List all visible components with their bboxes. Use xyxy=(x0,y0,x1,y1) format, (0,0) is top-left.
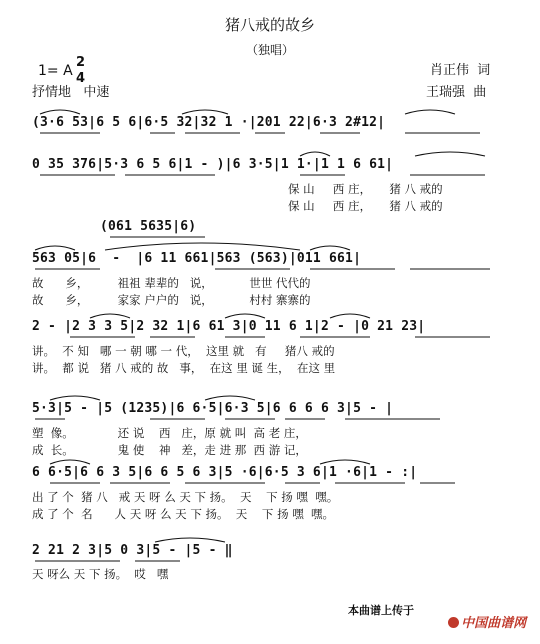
key-signature: 1= A xyxy=(38,63,73,79)
score-row-4: 2 - |2 3 3 5|2 32 1|6 61 3|0 11 6 1|2 - |0 21 23| xyxy=(32,319,426,334)
slur-mark xyxy=(35,246,75,250)
slur-mark xyxy=(405,110,455,114)
slur-mark xyxy=(300,152,330,156)
slur-mark xyxy=(205,396,255,400)
lyricist-credit: 肖正伟 词 xyxy=(430,63,491,78)
slur-mark xyxy=(415,152,485,156)
score-row-1: (3·6 53|6 5 6|6·5 32|32 1 ·|201 22|6·3 2#12| xyxy=(32,115,386,130)
upload-note: 本曲谱上传于 xyxy=(348,604,414,617)
lyric-row-5-verse-1: 塑 像。 还 说 西 庄，原 就 叫 高 老 庄， xyxy=(32,426,307,440)
slur-mark xyxy=(155,538,225,542)
song-subtitle: （独唱） xyxy=(245,43,294,57)
score-row-2: 0 35 376|5·3 6 5 6|1 - )|6 3·5|1 1·|1 1 6 61| xyxy=(32,157,394,172)
lyric-row-7-verse-1: 天 呀么 天 下 扬。 哎 嘿 xyxy=(32,567,169,581)
lyric-row-4-verse-1: 讲。 不 知 哪 一 朝 哪 一 代， 这里 就 有 猪八 戒的 xyxy=(32,344,335,358)
score-row-7: 2 21 2 3|5 0 3|5 - |5 - ‖ xyxy=(32,543,233,558)
slur-mark xyxy=(40,110,80,114)
lyric-row-2-verse-2: 保 山 西 庄， 猪 八 戒的 xyxy=(288,199,443,213)
lyric-row-2-verse-1: 保 山 西 庄， 猪 八 戒的 xyxy=(288,182,443,196)
slur-mark xyxy=(105,243,300,250)
score-row-6: 6 6·5|6 6 3 5|6 6 5 6 3|5 ·6|6·5 3 6|1 ·6|1 - :| xyxy=(32,465,418,480)
time-signature-top: 2 xyxy=(76,55,86,70)
score-row-3: 563 05|6 - |6 11 661|563 (563)|011 661| xyxy=(32,251,362,266)
site-name: 中国曲谱网 xyxy=(461,616,527,631)
lyric-row-4-verse-2: 讲。 都 说 猪 八 戒的 故 事， 在这 里 诞 生， 在这 里 xyxy=(32,361,336,375)
song-title: 猪八戒的故乡 xyxy=(224,16,315,34)
lyric-row-3-verse-1: 故 乡， 祖祖 辈辈的 说， 世世 代代的 xyxy=(32,276,311,290)
tempo-marking: 抒情地 中速 xyxy=(32,85,110,100)
lyric-row-6-verse-2: 成 了 个 名 人 天 呀 么 天 下 扬。 天 下 扬 嘿 嘿。 xyxy=(32,507,335,521)
lyric-row-5-verse-2: 成 长。 鬼 使 神 差，走 进 那 西 游 记， xyxy=(32,443,307,457)
slur-mark xyxy=(330,314,370,318)
slur-mark xyxy=(320,460,370,464)
lyric-row-3-verse-2: 故 乡， 家家 户户的 说， 村村 寨寨的 xyxy=(32,293,311,307)
slur-mark xyxy=(225,314,265,318)
composer-credit: 王瑞强 曲 xyxy=(426,85,487,100)
interlude-notation: (061 5635|6) xyxy=(100,219,197,234)
time-signature-bottom: 4 xyxy=(76,71,86,86)
slur-mark xyxy=(90,314,130,318)
slur-mark xyxy=(310,246,350,250)
score-row-5: 5·3|5 - |5 (1235)|6 6·5|6·3 5|6 6 6 6 3|5 - | xyxy=(32,401,394,416)
slur-mark xyxy=(50,396,100,400)
slur-mark xyxy=(182,110,228,114)
lyric-row-6-verse-1: 出 了 个 猪 八 戒 天 呀 么 天 下 扬。 天 下 扬 嘿 嘿。 xyxy=(32,490,339,504)
slur-mark xyxy=(50,460,90,464)
